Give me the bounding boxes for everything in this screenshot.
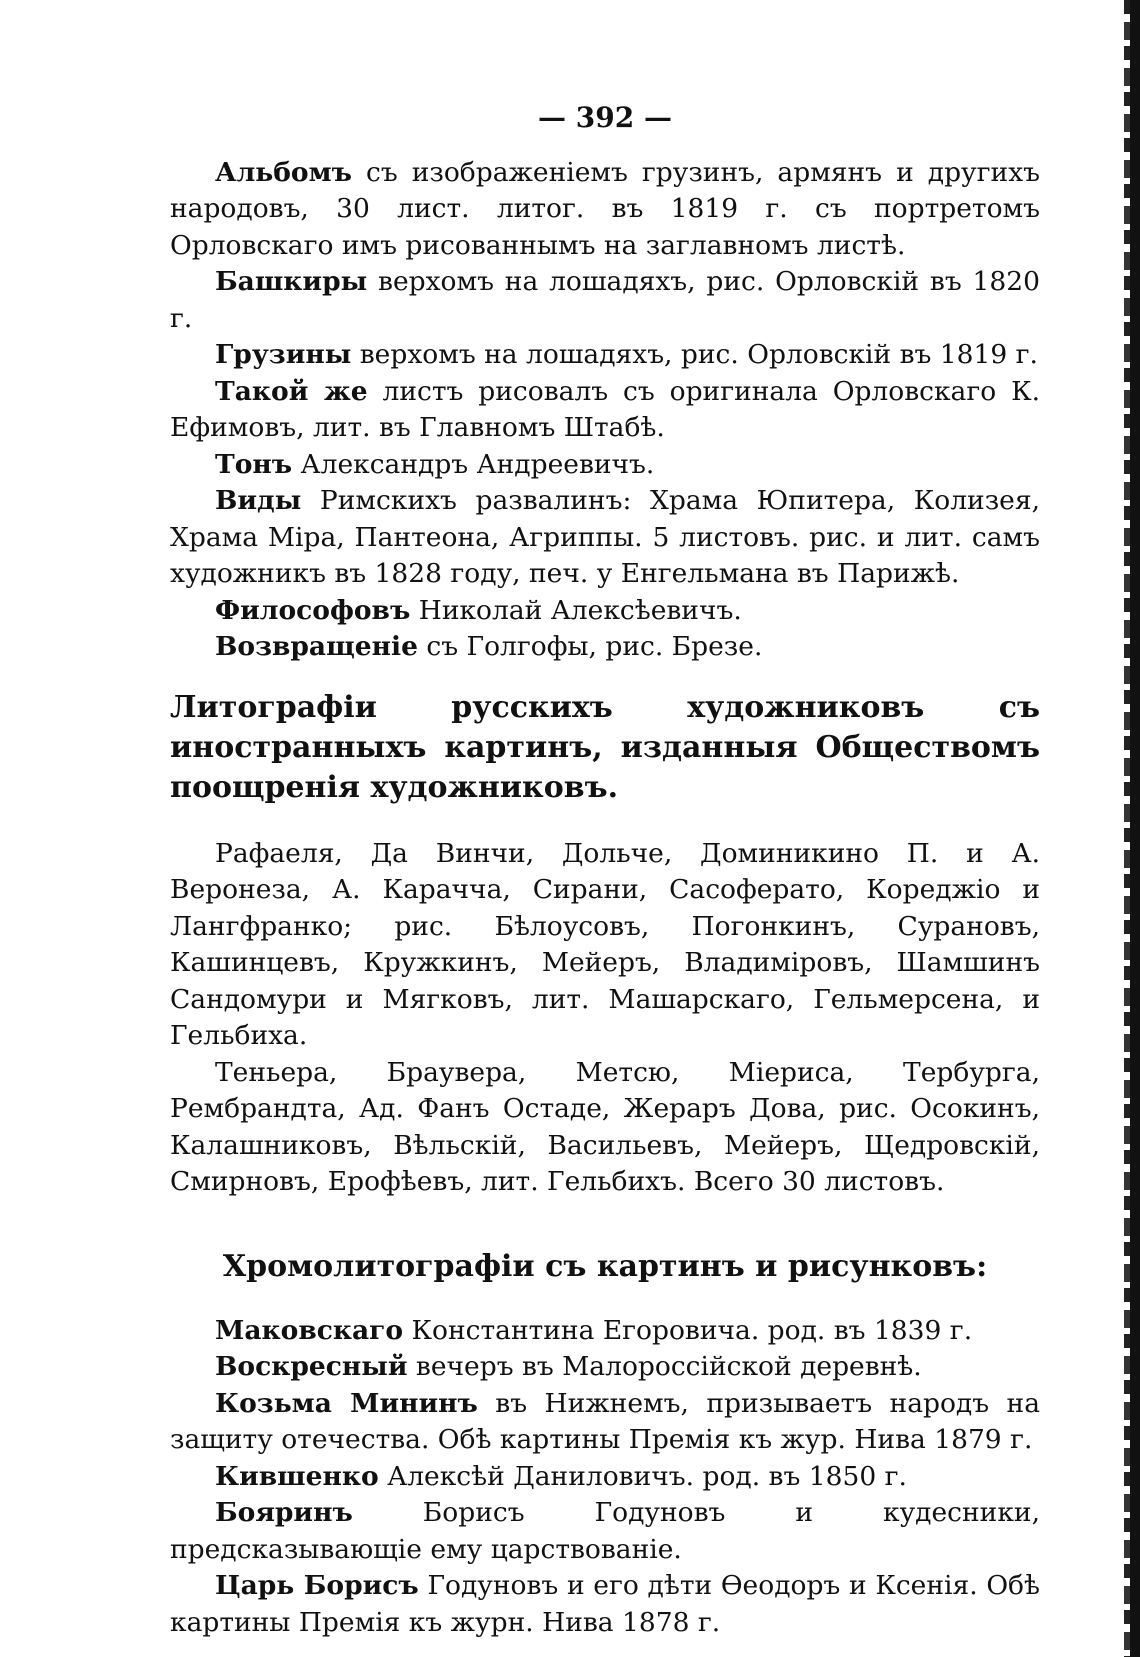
entry-title: Башкиры <box>215 266 368 297</box>
entry-text: въ Нижнемъ, призываетъ народъ на защиту отечества. Обѣ картины Премія къ жур. Нива 1879 г. <box>170 1387 1041 1455</box>
paragraph: Теньера, Браувера, Метсю, Міериса, Тербурга, Рембрандта, Ад. Фанъ Остаде, Жераръ Дова, рис. Осокинъ, Калашниковъ, Вѣльскій, Васильевъ, Мейеръ, Щедровскій, Смирновъ, Ерофѣевъ, лит. Гельбихъ. Всего 30 листовъ. <box>170 1056 1040 1197</box>
entry <box>170 1459 1040 1496</box>
section-1 <box>170 155 1040 666</box>
entry-title: Тонъ <box>215 448 293 480</box>
section-2 <box>170 836 1040 1201</box>
entry-title: Альбомъ <box>215 156 352 188</box>
entry-text: Николай Алексѣевичъ. <box>410 594 742 626</box>
entry-text: съ Голгофы, рис. Брезе. <box>417 631 763 662</box>
entry-title: Возвращеніе <box>215 631 418 662</box>
entry-title: Царь Борисъ <box>215 1570 419 1601</box>
entry-text: Римскихъ развалинъ: Храма Юпитера, Колизея, Храма Міра, Пантеона, Агриппы. 5 листовъ. рис. и лит. самъ художникъ въ 1828 году, печ. у Енгельмана въ Парижѣ. <box>170 485 1040 589</box>
entry-text: Алексѣй Даниловичъ. род. въ 1850 г. <box>378 1460 907 1492</box>
entry <box>170 374 1040 447</box>
page-content <box>170 100 1040 1641</box>
entry-title: Виды <box>215 485 302 516</box>
entry <box>170 264 1040 337</box>
section-3 <box>170 1313 1040 1642</box>
entry <box>170 483 1040 593</box>
section-3-heading: Хромолитографіи съ картинъ и рисунковъ: <box>222 1248 988 1284</box>
entry-text: Борисъ Годуновъ и кудесники, предсказывающіе ему царствованіе. <box>170 1497 1040 1565</box>
entry <box>170 1349 1040 1386</box>
entry <box>170 1313 1040 1350</box>
entry <box>170 155 1040 265</box>
entry-title: Кившенко <box>215 1460 379 1492</box>
entry-text: вечеръ въ Малороссійской деревнѣ. <box>407 1351 922 1382</box>
entry-title: Бояринъ <box>215 1497 353 1528</box>
entry <box>170 1568 1040 1641</box>
paragraph: Рафаеля, Да Винчи, Дольче, Доминикино П. и А. Веронеза, А. Карачча, Сирани, Сасоферато, Кореджіо и Лангфранко; рис. Бѣлоусовъ, Погонкинъ, Сурановъ, Кашинцевъ, Кружкинъ, Мейеръ, Владиміровъ, Шамшинъ Сандомури и Мягковъ, лит. Машарскаго, Гельмерсена, и Гельбиха. <box>170 837 1040 1051</box>
entry-title: Философовъ <box>215 594 411 626</box>
entry-title: Козьма Мининъ <box>215 1387 478 1419</box>
entry-text: листъ рисовалъ съ оригинала Орловскаго К. Ефимовъ, лит. въ Главномъ Штабѣ. <box>170 375 1040 443</box>
entry <box>170 1495 1040 1568</box>
entry-text: съ изображеніемъ грузинъ, армянъ и другихъ народовъ, 30 лист. литог. въ 1819 г. съ портретомъ Орловскаго имъ рисованнымъ на заглавномъ листѣ. <box>170 156 1040 261</box>
entry <box>170 337 1040 374</box>
entry <box>170 447 1040 484</box>
page-number: — 392 — <box>538 101 672 134</box>
entry-text: Константина Егоровича. род. въ 1839 г. <box>403 1314 973 1346</box>
entry <box>170 593 1040 630</box>
entry-title: Такой же <box>215 375 368 407</box>
entry-text: Александръ Андреевичъ. <box>292 448 655 480</box>
entry-text: верхомъ на лошадяхъ, рис. Орловскій въ 1820 г. <box>170 266 1040 334</box>
entry-title: Воскресный <box>215 1351 408 1382</box>
page-edge <box>1130 0 1140 1657</box>
entry-title: Грузины <box>215 339 352 370</box>
entry <box>170 1386 1040 1459</box>
entry <box>170 629 1040 666</box>
entry-text: Годуновъ и его дѣти Өеодоръ и Ксенія. Обѣ картины Премія къ журн. Нива 1878 г. <box>170 1570 1040 1638</box>
entry-title: Маковскаго <box>215 1314 404 1346</box>
section-2-heading: Литографіи русскихъ художниковъ съ иностранныхъ картинъ, изданныя Обществомъ поощренія художниковъ. <box>170 689 1040 805</box>
entry-text: верхомъ на лошадяхъ, рис. Орловскій въ 1819 г. <box>351 339 1038 370</box>
